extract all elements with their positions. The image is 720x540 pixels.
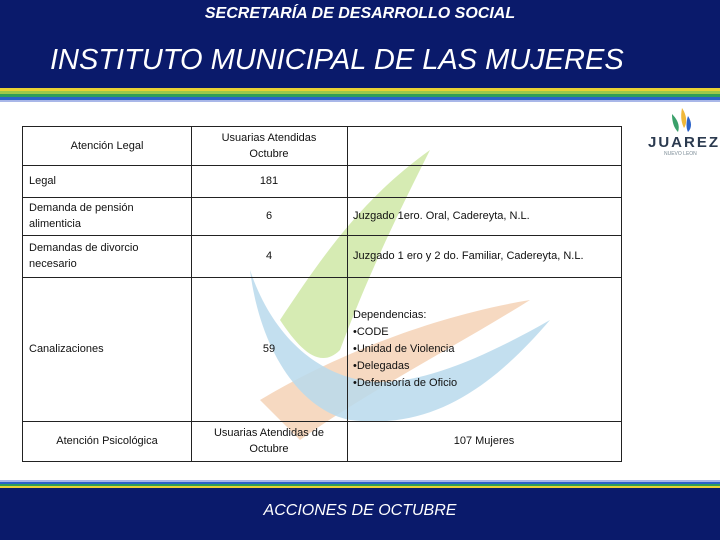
row-divorce-label-line2: necesario bbox=[29, 258, 77, 270]
footer-title: ACCIONES DE OCTUBRE bbox=[263, 502, 457, 519]
referrals-dependencies bbox=[353, 277, 619, 421]
row-alimony-note: Juzgado 1ero. Oral, Cadereyta, N.L. bbox=[353, 210, 530, 222]
header-subtitle: SECRETARÍA DE DESARROLLO SOCIAL bbox=[204, 5, 516, 22]
row-psychological-value-line1: Usuarias Atendidas de bbox=[213, 427, 325, 439]
dependency-item: •Unidad de Violencia bbox=[353, 342, 455, 355]
row-legal-label: Legal bbox=[29, 175, 56, 187]
row-divorce-label-line1: Demandas de divorcio bbox=[29, 242, 139, 254]
row-referrals-value: 59 bbox=[262, 343, 276, 355]
header-attended-users-line1: Usuarias Atendidas bbox=[221, 132, 317, 144]
header-stripes bbox=[0, 88, 720, 102]
row-legal-value: 181 bbox=[259, 175, 279, 187]
dependencies-title: Dependencias: bbox=[353, 308, 427, 321]
row-alimony-label-line1: Demanda de pensión bbox=[29, 202, 134, 214]
column-divider bbox=[347, 127, 348, 461]
row-alimony-value: 6 bbox=[265, 210, 273, 222]
header-attended-users bbox=[191, 127, 347, 165]
row-alimony-label-line2: alimenticia bbox=[29, 218, 81, 230]
logo-subtext: NUEVO LEON bbox=[664, 151, 697, 157]
row-psychological-label: Atención Psicológica bbox=[56, 435, 158, 447]
dependency-item: •CODE bbox=[353, 325, 389, 338]
row-divorce-value: 4 bbox=[265, 250, 273, 262]
row-divorce-label bbox=[29, 235, 189, 277]
logo-text: JUAREZ bbox=[648, 134, 720, 151]
row-psychological-value-line2: Octubre bbox=[249, 443, 289, 455]
dependency-item: •Delegadas bbox=[353, 359, 410, 372]
actions-table bbox=[22, 126, 622, 462]
header-attention-legal: Atención Legal bbox=[70, 140, 144, 152]
row-referrals-label: Canalizaciones bbox=[29, 343, 104, 355]
dependency-item: •Defensoría de Oficio bbox=[353, 376, 458, 389]
header-attended-users-line2: Octubre bbox=[249, 148, 289, 160]
dependencies-list bbox=[353, 307, 457, 392]
row-alimony-label bbox=[29, 197, 189, 235]
page-title: INSTITUTO MUNICIPAL DE LAS MUJERES bbox=[50, 44, 624, 76]
row-psychological-value bbox=[191, 421, 347, 461]
row-psychological-note: 107 Mujeres bbox=[453, 435, 515, 447]
row-divorce-note: Juzgado 1 ero y 2 do. Familiar, Cadereyta, N.L. bbox=[353, 250, 584, 262]
